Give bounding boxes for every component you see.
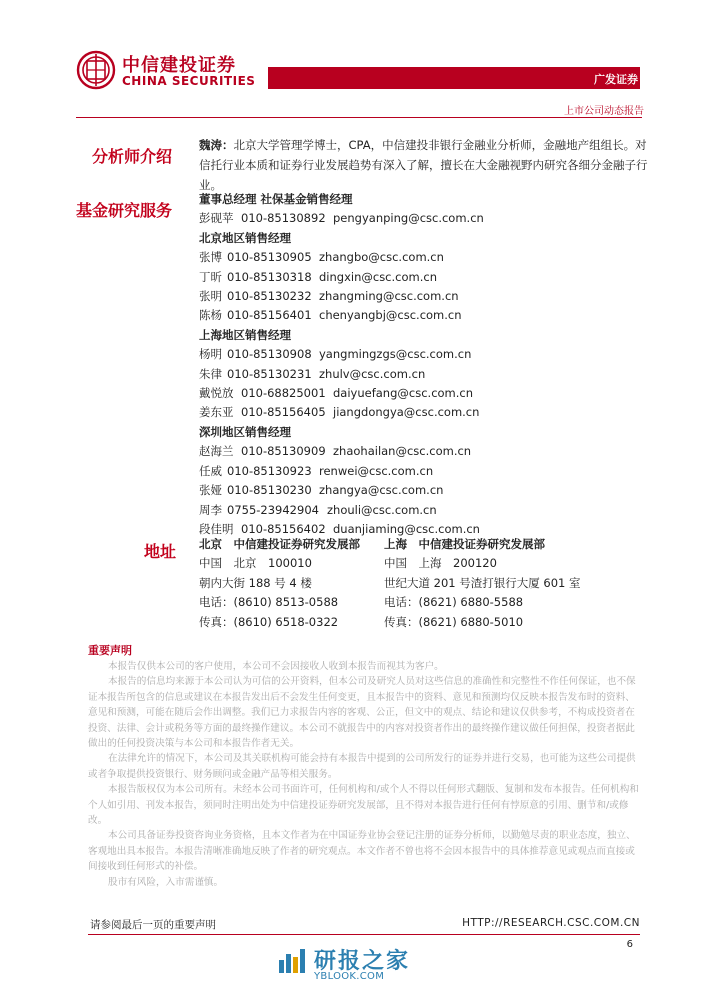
contact-name: 段佳明 <box>199 521 234 536</box>
address-line: 中国 北京 100010 <box>199 556 312 571</box>
contact-phone: 010-85156401 <box>227 308 312 323</box>
contact-email[interactable]: zhaohailan@csc.com.cn <box>333 444 472 459</box>
contact-email[interactable]: zhangya@csc.com.cn <box>319 483 444 498</box>
contact-name: 彭砚苹 <box>199 211 234 226</box>
analyst-name: 魏涛： <box>199 138 234 152</box>
page-number: 6 <box>626 939 633 950</box>
contact-row <box>199 442 484 461</box>
report-company: 广发证券 <box>594 73 638 86</box>
disclaimer-paragraph: 本报告的信息均来源于本公司认为可信的公开资料，但本公司及研究人员对这些信息的准确性和完整性不作任何保证，也不保证本报告所包含的信息或建议在本报告发出后不会发生任何变更，且本报告中的资料、意见和预测均仅反映本报告发布时的资料、意见和预测，可能在随后会作出调整。我们已力求报告内容的客观、公正，但文中的观点、结论和建议仅供参考，不构成投资者在投资、法律、会计或税务等方面的最终操作建议。本公司不就报告中的内容对投资者作出的最终操作建议做任何担保，投资者据此做出的任何投资决策与本公司和本报告作者无关。 <box>88 676 636 750</box>
address-line: 中国 上海 200120 <box>384 556 497 571</box>
address-beijing-title: 北京 中信建投证券研究发展部 <box>199 537 360 551</box>
contact-name: 姜东亚 <box>199 405 234 420</box>
address-phone: 电话：(8610) 8513-0588 <box>199 595 339 610</box>
brand-name-cn: 中信建投证券 <box>122 55 236 76</box>
csc-logo-icon <box>76 50 116 90</box>
analyst-section-label: 分析师介绍 <box>92 147 173 166</box>
address-beijing <box>199 535 360 632</box>
report-type: 上市公司动态报告 <box>564 106 644 117</box>
contact-row <box>199 306 484 325</box>
disclaimer-paragraph: 在法律允许的情况下，本公司及其关联机构可能会持有本报告中提到的公司所发行的证券并进行交易，也可能为这些公司提供或者争取提供投资银行、财务顾问或金融产品等相关服务。 <box>88 753 636 780</box>
watermark-domain: YBLOOK.COM <box>314 971 385 982</box>
address-line: 世纪大道 201 号渣打银行大厦 601 室 <box>384 575 581 590</box>
header-bar <box>268 67 640 89</box>
disclaimer-paragraph: 本公司具备证券投资咨询业务资格，且本文作者为在中国证券业协会登记注册的证券分析师，以勤勉尽责的职业态度，独立、客观地出具本报告。本报告清晰准确地反映了作者的研究观点。本文作者不曾也将不会因本报告中的具体推荐意见或观点而直接或间接收到任何形式的补偿。 <box>88 830 636 873</box>
contact-row <box>199 345 484 364</box>
contact-email[interactable]: dingxin@csc.com.cn <box>319 269 437 284</box>
contact-row <box>199 209 484 228</box>
group-title: 董事总经理 社保基金销售经理 <box>199 192 353 206</box>
group-title: 北京地区销售经理 <box>199 230 291 245</box>
contact-row <box>199 384 484 403</box>
contact-name: 杨明 <box>199 347 222 362</box>
contact-email[interactable]: duanjiaming@csc.com.cn <box>333 521 480 536</box>
contact-name: 戴悦放 <box>199 386 234 401</box>
contact-row <box>199 248 484 267</box>
disclaimer-paragraph: 本报告版权仅为本公司所有。未经本公司书面许可，任何机构和/或个人不得以任何形式翻版、复制和发布本报告。任何机构和个人如引用、刊发本报告，须同时注明出处为中信建投证券研究发展部，且不得对本报告进行任何有悖原意的引用、删节和/或修改。 <box>88 784 639 827</box>
address-section-label: 地址 <box>144 542 177 561</box>
address-shanghai <box>384 535 581 632</box>
contact-name: 张博 <box>199 250 222 265</box>
contact-name: 张娅 <box>199 483 222 498</box>
contact-phone: 010-85130908 <box>227 347 312 362</box>
bar-chart-icon <box>278 946 306 974</box>
address-phone: 电话：(8621) 6880-5588 <box>384 595 524 610</box>
contact-name: 陈杨 <box>199 308 222 323</box>
contact-name: 任威 <box>199 463 222 478</box>
contact-row <box>199 462 484 481</box>
contact-name: 丁昕 <box>199 269 222 284</box>
contact-email[interactable]: yangmingzgs@csc.com.cn <box>319 347 472 362</box>
contact-row <box>199 403 484 422</box>
analyst-bio <box>199 135 649 195</box>
watermark-name: 研报之家 <box>314 949 411 974</box>
contact-row <box>199 501 484 520</box>
contact-name: 朱律 <box>199 366 222 381</box>
contact-phone: 010-85130230 <box>227 483 312 498</box>
footer-notice: 请参阅最后一页的重要声明 <box>90 919 216 931</box>
contact-phone: 0755-23942904 <box>227 502 319 517</box>
contact-phone: 010-85130923 <box>227 463 312 478</box>
sales-section-label: 基金研究服务 <box>76 201 173 220</box>
disclaimer-paragraph: 股市有风险，入市需谨慎。 <box>108 876 224 888</box>
contact-phone: 010-85130232 <box>227 289 312 304</box>
contact-phone: 010-85156402 <box>241 521 326 536</box>
contact-email[interactable]: zhouli@csc.com.cn <box>327 502 437 517</box>
brand-name-en: CHINA SECURITIES <box>122 74 256 88</box>
contact-email[interactable]: jiangdongya@csc.com.cn <box>333 405 480 420</box>
contact-phone: 010-85130318 <box>227 269 312 284</box>
contact-email[interactable]: zhangbo@csc.com.cn <box>319 250 444 265</box>
contact-row <box>199 287 484 306</box>
contact-row <box>199 268 484 287</box>
contact-email[interactable]: renwei@csc.com.cn <box>319 463 434 478</box>
contact-row <box>199 481 484 500</box>
contact-email[interactable]: zhulv@csc.com.cn <box>319 366 426 381</box>
contact-email[interactable]: daiyuefang@csc.com.cn <box>333 386 474 401</box>
contact-email[interactable]: chenyangbj@csc.com.cn <box>319 308 462 323</box>
address-fax: 传真：(8621) 6880-5010 <box>384 614 524 629</box>
footer-url[interactable]: HTTP://RESEARCH.CSC.COM.CN <box>462 917 640 929</box>
disclaimer-paragraph: 本报告仅供本公司的客户使用，本公司不会因接收人收到本报告而视其为客户。 <box>108 661 444 672</box>
analyst-bio-text: 北京大学管理学博士，CPA，中信建投非银行金融业分析师，金融地产组组长。对信托行业本质和证券行业发展趋势有深入了解，擅长在大金融视野内研究各细分金融子行业。 <box>199 138 648 192</box>
contact-phone: 010-85130905 <box>227 250 312 265</box>
contact-phone: 010-85156405 <box>241 405 326 420</box>
contact-email[interactable]: zhangming@csc.com.cn <box>319 289 459 304</box>
contact-phone: 010-85130909 <box>241 444 326 459</box>
address-shanghai-title: 上海 中信建投证券研究发展部 <box>384 537 545 551</box>
address-fax: 传真：(8610) 6518-0322 <box>199 614 339 629</box>
contact-row <box>199 365 484 384</box>
contact-name: 张明 <box>199 289 222 304</box>
disclaimer-title: 重要声明 <box>88 644 132 657</box>
disclaimer-body <box>88 659 640 890</box>
footer-divider <box>88 934 640 935</box>
contact-name: 周李 <box>199 502 222 517</box>
contact-phone: 010-85130231 <box>227 366 312 381</box>
contact-email[interactable]: pengyanping@csc.com.cn <box>333 211 484 226</box>
sales-contact-list <box>199 190 484 539</box>
contact-name: 赵海兰 <box>199 444 234 459</box>
contact-phone: 010-85130892 <box>241 211 326 226</box>
address-line: 朝内大街 188 号 4 楼 <box>199 575 312 590</box>
group-title: 上海地区销售经理 <box>199 327 291 342</box>
contact-phone: 010-68825001 <box>241 386 326 401</box>
group-title: 深圳地区销售经理 <box>199 424 291 439</box>
header-divider <box>76 117 642 118</box>
